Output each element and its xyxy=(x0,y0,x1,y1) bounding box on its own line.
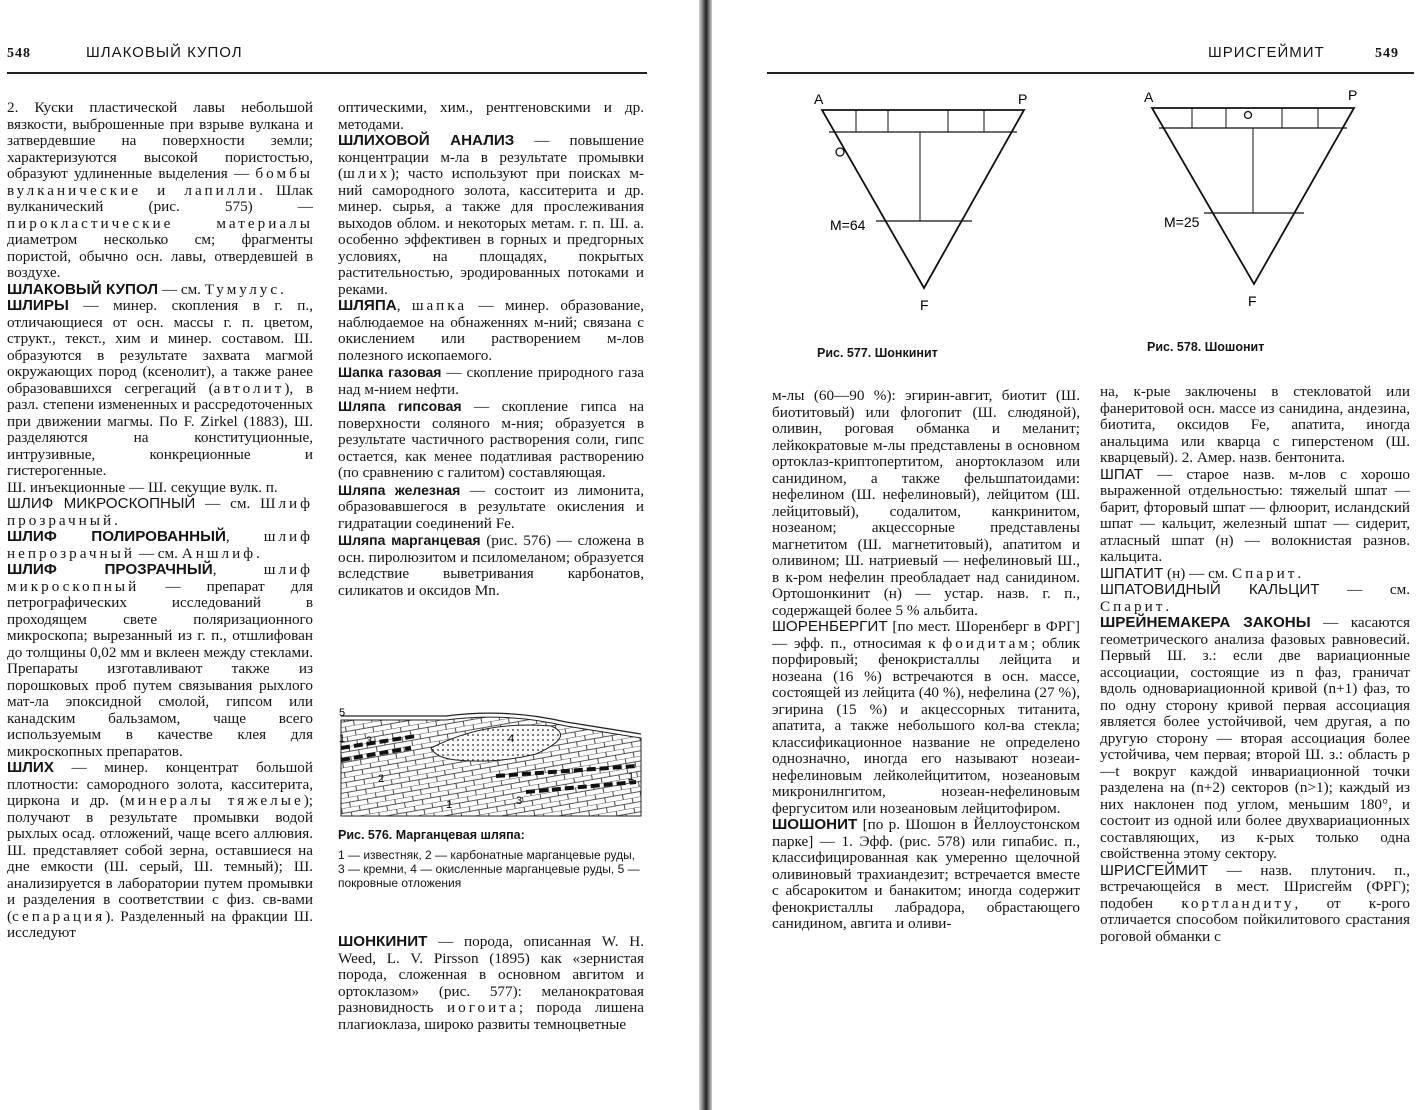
fig576-label-2: 2 xyxy=(378,773,385,785)
fig578-label-f: F xyxy=(1248,293,1257,309)
fig578-label-p: P xyxy=(1348,88,1358,103)
entry-shlih-cont: оптическими, хим., рентгеновскими и др. методами. xyxy=(338,99,644,133)
fig578-label-m: M=25 xyxy=(1164,214,1200,230)
fig576-label-4: 4 xyxy=(508,733,515,745)
entry-shonkinit: ШОНКИНИТ — порода, описанная W. H. Weed, L. V. Pirsson (1895) как «зернистая порода, сложенная в основном авгитом и ортоклазом» (рис. 577): меланократовая разновидность иогоита; порода лишена плагиоклаза, широко развиты темноцветные xyxy=(338,933,644,1033)
fig576-label-1a: 1 xyxy=(339,733,346,745)
entry-shlak-cont: 2. Куски пластической лавы небольшой вязкости, выброшенные при взрыве вулкана и затвердевшие на поверхности земли; характеризуются высокой пористостью, образуют удлиненные выделения — бомбы вулканические и лапилли. Шлак вулканический (рис. 575) — пирокластические материалы диаметром несколько см; фрагменты пористой, обычно осн. лавы, отвердевшей в воздухе. xyxy=(7,99,313,281)
entry-shpatovidnyi-kaltsit: ШПАТОВИДНЫЙ КАЛЬЦИТ — см. Спарит. xyxy=(1100,581,1410,615)
entry-shreinemakera-zakony: ШРЕЙНЕМАКЕРА ЗАКОНЫ — касаются геометрического анализа фазовых равновесий. Первый Ш. з.: если две вариационные ассоциации, состоящие из n фаз, граничат вдоль одновариационной кривой (n+1) фаз, то по одну сторону кривой первая ассоциация является более устойчивой, чем другая, а по другую сторону — вторая ассоциация более устойчива, чем первая; второй Ш. з.: область p—t вокруг каждой инвариационной точки разделена на (n+2) секторов (n>1); каждый из них наклонен под углом, меньшим 180°, и состоит из одной или более двухвариационных составляющих, из к-рых только одна свойственна этому сектору. xyxy=(1100,614,1410,862)
entry-shapka-gazovaya: Шапка газовая — скопление природного газа над м-нием нефти. xyxy=(338,364,644,398)
figure-576-legend: 1 — известняк, 2 — карбонатные марганцевые руды, 3 — кремни, 4 — окисленные марганцевые руды, 5 — покровные отложения xyxy=(338,848,640,890)
entry-shlyapa-gipsovaya: Шляпа гипсовая — скопление гипса на поверхности соляного м-ния; образуется в результате частичного растворения соли, гипс остается, как менее податливая растворению (по сравнению с галитом) составляющая. xyxy=(338,398,645,481)
entry-shoshonit: ШОШОНИТ [по р. Шошон в Йеллоустонском парке] — 1. Эфф. (рис. 578) или гипабис. п., классифицированная как умеренно щелочной оливиновый трахиандезит; встречается вместе с абсарокитом и банакитом; иногда содержит фенокристаллы лабрадора, обрастающего санидином, авгита и оливи- xyxy=(772,816,1080,932)
entry-shonkinit-cont: м-лы (60—90 %): эгирин-авгит, биотит (Ш. биотитовый) или флогопит (Ш. слюдяной), оливин, роговая обманка и меланит; лейкократовые м-лы представлены в основном ортоклаз-криптопертитом, анортоклазом или санидином, а также фельшпатоидами: нефелином (Ш. нефелиновый), лейцитом (Ш. лейцитовый), содалитом, канкринитом, нозеаном; акцессорные представлены магнетитом (Ш. магнетитовый), апатитом и оливином; Ш. натриевый — нефелиновый Ш., в к-ром нефелин преобладает над санидином. Ортошонкинит (н) — устар. назв. г. п., содержащей более 5 % альбита. xyxy=(772,387,1080,619)
entry-shlih: ШЛИХ — минер. концентрат большой плотности: самородного золота, касситерита, циркона и др. (минералы тяжелые); получают в результате промывки водой рыхлых осад. отложений, чаще всего аллювия. Ш. представляет собой зерна, оставшиеся на дне емкости (Ш. серый, Ш. темный); Ш. анализируется в лаборатории путем промывки и разделения в соответствии с физ. св-вами (сепарация). Разделенный на фракции Ш. исследуют xyxy=(7,759,313,941)
entry-shlif-proz: ШЛИФ ПРОЗРАЧНЫЙ, шлиф микроскопный — препарат для петрографических исследований в проходящем свете поляризационного микроскопа; вырезанный из г. п., отшлифован до толщины 0,02 мм и вклеен между стеклами. Препараты изготавливают также из порошковых проб путем связывания рыхлого мат-ла эпоксидной смолой, гипсом или канадским бальзамом, чаще всего используемым в качестве клея для микроскопных препаратов. xyxy=(7,561,313,760)
left-column-2 xyxy=(338,100,644,599)
fig577-label-m: M=64 xyxy=(830,217,866,233)
right-column-2 xyxy=(1100,384,1410,945)
left-column-2-bottom xyxy=(338,934,644,1033)
fig576-label-1b: 1 xyxy=(446,799,453,811)
right-column-1 xyxy=(772,388,1080,933)
entry-shlyapa-zheleznaya: Шляпа железная — состоит из лимонита, образовавшегося в результате окисления и гидратации соединений Fe. xyxy=(338,481,645,532)
entry-shlihovoi-analiz: ШЛИХОВОЙ АНАЛИЗ — повышение концентрации м-ла в результате промывки (шлих); часто используют при поисках м-ний самородного золота, касситерита и др. минер. сырья, а также для прослеживания выходов облом. и некоторых метам. г. п. Ш. а. особенно эффективен в горных и предгорных условиях, на площадях, покрытых растительностью, эродированных потоками и реками. xyxy=(338,132,644,298)
left-column-1 xyxy=(7,100,313,942)
figure-578-diagram xyxy=(1142,88,1382,318)
fig578-label-a: A xyxy=(1144,89,1154,105)
right-page-number: 549 xyxy=(1375,46,1399,61)
figure-577-diagram xyxy=(812,88,1052,318)
fig576-label-5: 5 xyxy=(339,708,346,719)
fig577-label-f: F xyxy=(920,297,929,313)
right-running-head: ШРИСГЕЙМИТ xyxy=(1208,44,1325,61)
entry-shorenbergit: ШОРЕНБЕРГИТ [по мест. Шоренберг в ФРГ] — эфф. п., относимая к фоидитам; облик порфировый; фенокристаллы лейцита и нозеана (16 %) встречаются в осн. массе, состоящей из лейцита (40 %), нефелина (27 %), эгирина (15 %) и акцессорных титанита, апатита, а также небольшого кол-ва стекла; классификационное название не определено однозначно, иногда его называют нозеаи-нефелиновым лейколейцититом, нозеановым микронилнгитом, нозеан-нефелиновым фергуситом или нозеановым лейцитофиром. xyxy=(772,618,1081,817)
figure-576-caption: Рис. 576. Марганцевая шляпа: xyxy=(338,828,525,842)
entry-shpatit: ШПАТИТ (н) — см. Спарит. xyxy=(1100,564,1302,582)
book-gutter xyxy=(699,0,712,1110)
entry-shliry: ШЛИРЫ — минер. скопления в г. п., отличающиеся от осн. массы г. п. цветом, структ., текст., хим и минер. составом. Ш. образуются в результате захвата магмой окружающих пород (ксенолит), а также ранее образовавшихся сегрегаций (автолит), в разл. степени измененных и рассредоточенных при движении магмы. По F. Zirkel (1883), Ш. разделяются на конституционные, интрузивные, конкреционные и гистерогенные. xyxy=(7,297,314,479)
fig576-label-3b: 3 xyxy=(516,795,523,807)
header-rule-right xyxy=(767,72,1414,74)
entry-shrisgeimit: ШРИСГЕЙМИТ — назв. плутонич. п., встречающейся в мест. Шрисгейм (ФРГ); подобен кортландиту, от к-рого отличается способом пойкилитового срастания роговой обманки с xyxy=(1100,861,1410,945)
entry-shpat: ШПАТ — старое назв. м-лов с хорошо выраженной отдельностью: тяжелый шпат — барит, фторовый шпат — флюорит, исландский шпат — кальцит, железный шпат — сидерит, атласный шпат (н) — волокнистая разнов. кальцита. xyxy=(1100,465,1410,565)
entry-shoshonit-cont: на, к-рые заключены в стекловатой или фанеритовой осн. массе из санидина, андезина, биотита, оксидов Fe, апатита, иногда анальцима или кварца с гиперстеном (Ш. кварцевый). 2. Амер. назв. бентонита. xyxy=(1100,383,1410,466)
entry-shlyapa: ШЛЯПА, шапка — минер. образование, наблюдаемое на обнаженнях м-ний; связана с окислением или растворением м-лов полезного ископаемого. xyxy=(338,297,644,364)
fig577-label-p: P xyxy=(1018,91,1028,107)
fig576-label-1c: 1 xyxy=(628,771,635,783)
figure-577-caption: Рис. 577. Шонкинит xyxy=(817,346,938,360)
entry-shlif-pol: ШЛИФ ПОЛИРОВАННЫЙ, шлиф непрозрачный — см. Аншлиф. xyxy=(7,528,313,562)
entry-shlif-mikro: ШЛИФ МИКРОСКОПНЫЙ — см. Шлиф прозрачный. xyxy=(7,495,314,529)
entry-shliry-inj: Ш. инъекционные — Ш. секущие вулк. п. xyxy=(7,478,278,496)
entry-shlyapa-margantsevaya: Шляпа марганцевая (рис. 576) — сложена в осн. пиролюзитом и псиломеланом; образуется вследствие выветривания карбонатов, силикатов и оксидов Mn. xyxy=(338,532,644,599)
fig576-label-3a: 3 xyxy=(366,735,373,747)
figure-576-diagram xyxy=(336,708,646,820)
left-page-number: 548 xyxy=(7,46,31,61)
header-rule xyxy=(7,72,647,74)
left-running-head: ШЛАКОВЫЙ КУПОЛ xyxy=(86,44,243,61)
right-page xyxy=(712,0,1422,1110)
entry-shlakovyi-kupol: ШЛАКОВЫЙ КУПОЛ — см. Тумулус. xyxy=(7,280,284,298)
left-page xyxy=(0,0,700,1110)
figure-578-caption: Рис. 578. Шошонит xyxy=(1147,340,1265,354)
fig577-label-a: A xyxy=(814,91,824,107)
